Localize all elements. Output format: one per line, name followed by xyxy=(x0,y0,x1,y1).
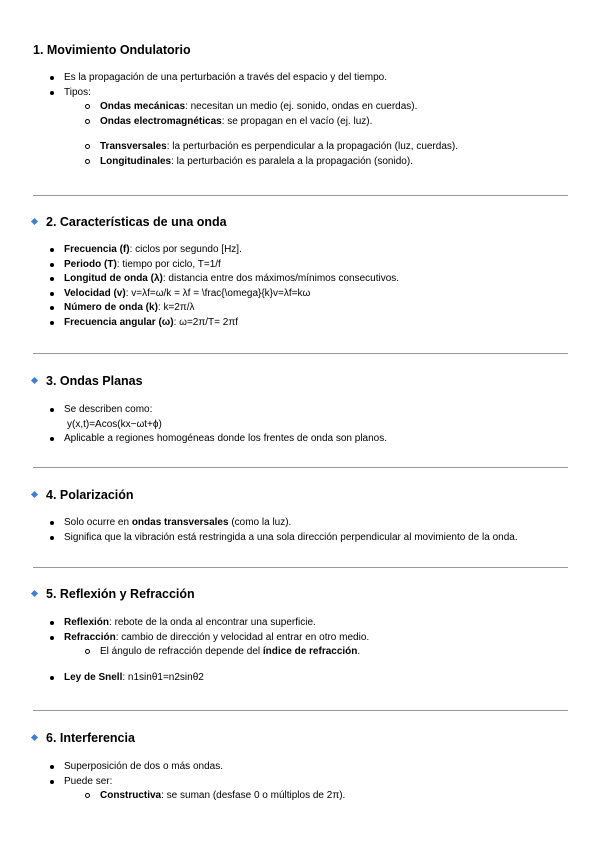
section-title-movimiento: 1. Movimiento Ondulatorio xyxy=(33,43,191,57)
list-item: Velocidad (v): v=λf=ω/k = λf = \frac{\omega}{k}v=λf=kω xyxy=(50,287,399,302)
section-title-interferencia: 6. Interferencia xyxy=(33,731,135,745)
list-item: Es la propagación de una perturbación a través del espacio y del tiempo. xyxy=(50,71,458,86)
list-item: Longitud de onda (λ): distancia entre dos máximos/mínimos consecutivos. xyxy=(50,272,399,287)
divider xyxy=(33,710,568,711)
diamond-icon xyxy=(31,590,38,597)
list-item: El ángulo de refracción depende del índice de refracción. xyxy=(50,645,369,660)
divider xyxy=(33,353,568,354)
divider xyxy=(33,467,568,468)
section-title-polarizacion: 4. Polarización xyxy=(33,488,134,502)
section-title-ondas-planas: 3. Ondas Planas xyxy=(33,374,143,388)
list-item: Superposición de dos o más ondas. xyxy=(50,760,345,775)
list-reflexion xyxy=(50,616,369,685)
list-item: Frecuencia angular (ω): ω=2π/T= 2πf xyxy=(50,316,399,331)
list-item: Refracción: cambio de dirección y velocidad al entrar en otro medio. xyxy=(50,631,369,646)
list-item: Frecuencia (f): ciclos por segundo [Hz]. xyxy=(50,243,399,258)
divider xyxy=(33,195,568,196)
list-item: Tipos: xyxy=(50,86,458,101)
list-item: Periodo (T): tiempo por ciclo, T=1/f xyxy=(50,258,399,273)
list-item: Solo ocurre en ondas transversales (como la luz). xyxy=(50,516,518,531)
list-item: Ondas mecánicas: necesitan un medio (ej. sonido, ondas en cuerdas). xyxy=(50,100,458,115)
list-item: Transversales: la perturbación es perpendicular a la propagación (luz, cuerdas). xyxy=(50,140,458,155)
list-item: Significa que la vibración está restringida a una sola dirección perpendicular al movimiento de la onda. xyxy=(50,531,518,546)
list-item: Reflexión: rebote de la onda al encontrar una superficie. xyxy=(50,616,369,631)
diamond-icon xyxy=(31,377,38,384)
divider xyxy=(33,567,568,568)
list-item: Aplicable a regiones homogéneas donde los frentes de onda son planos. xyxy=(50,432,387,447)
list-caracteristicas xyxy=(50,243,399,330)
list-movimiento xyxy=(50,71,458,169)
list-polarizacion xyxy=(50,516,518,545)
list-ondas-planas xyxy=(50,403,387,447)
list-item: Longitudinales: la perturbación es paralela a la propagación (sonido). xyxy=(50,155,458,170)
list-item: Se describen como: xyxy=(50,403,387,418)
formula: y(x,t)=Acos(kx−ωt+ϕ) xyxy=(67,418,162,430)
list-item: Ley de Snell: n1sinθ1=n2sinθ2 xyxy=(50,671,369,686)
diamond-icon xyxy=(31,734,38,741)
list-item: Ondas electromagnéticas: se propagan en el vacío (ej. luz). xyxy=(50,115,458,130)
list-interferencia xyxy=(50,760,345,804)
section-title-caracteristicas: 2. Características de una onda xyxy=(33,215,227,229)
list-item: Número de onda (k): k=2π/λ xyxy=(50,301,399,316)
list-item: Puede ser: xyxy=(50,775,345,790)
list-item: Constructiva: se suman (desfase 0 o múltiplos de 2π). xyxy=(50,789,345,804)
diamond-icon xyxy=(31,491,38,498)
section-title-reflexion: 5. Reflexión y Refracción xyxy=(33,587,195,601)
diamond-icon xyxy=(31,218,38,225)
